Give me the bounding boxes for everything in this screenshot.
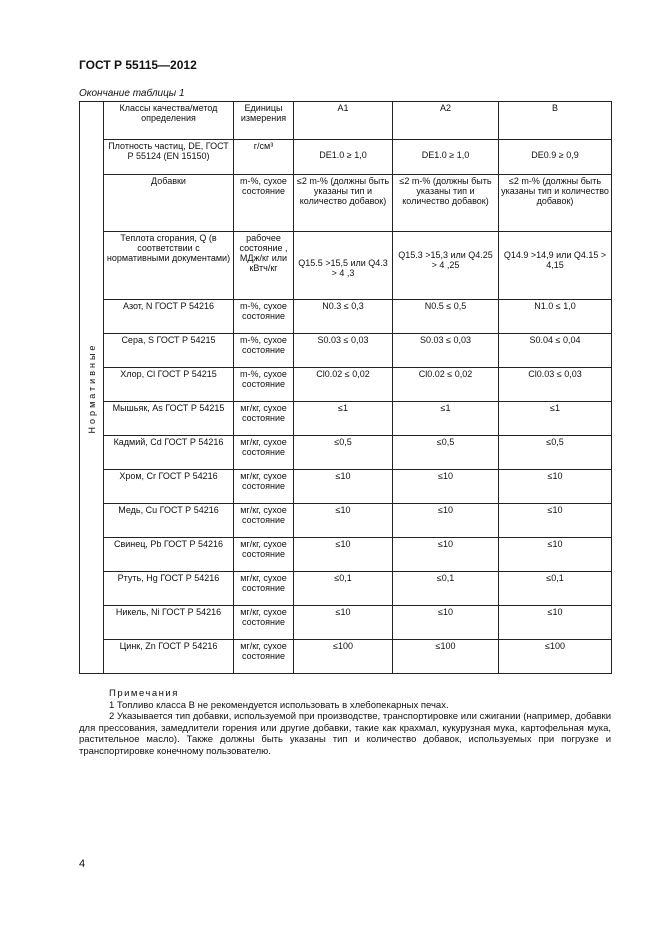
row-a2: ≤0,5 (393, 436, 499, 470)
row-unit: мг/кг, сухое состояние (234, 504, 294, 538)
row-a2: ≤0,1 (393, 572, 499, 606)
row-a1: ≤10 (294, 606, 393, 640)
row-a1: DE1.0 ≥ 1,0 (294, 140, 393, 175)
row-b: ≤10 (499, 606, 612, 640)
row-b: N1.0 ≤ 1,0 (499, 300, 612, 334)
row-unit: m-%, сухое состояние (234, 334, 294, 368)
row-b: ≤100 (499, 640, 612, 674)
note-item: 2 Указывается тип добавки, используемой при производстве, транспортировке или сжигании (например, добавки для прессования, замедлители горения или другие добавки, такие как крахмал, кукурузная мука, картофельная мука, растительное масло). Также должны быть указаны тип и количество добавок, используемых при погрузке и транспортировке конечному пользователю. (79, 711, 611, 757)
row-a1: ≤10 (294, 470, 393, 504)
side-label-cell (80, 102, 104, 674)
notes-heading: Примечания (109, 688, 179, 699)
table-row (80, 402, 612, 436)
row-class: Азот, N ГОСТ Р 54216 (104, 300, 234, 334)
row-class: Теплота сгорания, Q (в соответствии с нормативными документами) (104, 232, 234, 300)
row-a1: ≤2 m-% (должны быть указаны тип и количество добавок) (294, 175, 393, 232)
row-a2: DE1.0 ≥ 1,0 (393, 140, 499, 175)
table-row (80, 436, 612, 470)
table-row (80, 606, 612, 640)
row-unit: мг/кг, сухое состояние (234, 538, 294, 572)
row-b: S0.04 ≤ 0,04 (499, 334, 612, 368)
row-unit: г/см³ (234, 140, 294, 175)
row-class: Плотность частиц, DE, ГОСТ Р 55124 (EN 15150) (104, 140, 234, 175)
row-class: Никель, Ni ГОСТ Р 54216 (104, 606, 234, 640)
row-a2: N0.5 ≤ 0,5 (393, 300, 499, 334)
row-a2: ≤2 m-% (должны быть указаны тип и количество добавок) (393, 175, 499, 232)
row-a1: ≤10 (294, 538, 393, 572)
row-b: DE0.9 ≥ 0,9 (499, 140, 612, 175)
row-class: Цинк, Zn ГОСТ Р 54216 (104, 640, 234, 674)
table-row (80, 232, 612, 300)
notes (79, 688, 611, 757)
row-unit: мг/кг, сухое состояние (234, 402, 294, 436)
row-class: Хлор, Cl ГОСТ Р 54215 (104, 368, 234, 402)
quality-table (79, 101, 612, 674)
row-class: Свинец, Pb ГОСТ Р 54216 (104, 538, 234, 572)
row-b: ≤10 (499, 538, 612, 572)
table-row (80, 470, 612, 504)
row-class: Кадмий, Cd ГОСТ Р 54216 (104, 436, 234, 470)
table-row (80, 334, 612, 368)
row-unit: мг/кг, сухое состояние (234, 470, 294, 504)
col-header-a2: A2 (393, 102, 499, 140)
col-header-a1: A1 (294, 102, 393, 140)
row-a1: S0.03 ≤ 0,03 (294, 334, 393, 368)
row-b: Q14.9 >14,9 или Q4.15 > 4,15 (499, 232, 612, 300)
row-b: ≤1 (499, 402, 612, 436)
row-a1: ≤0,5 (294, 436, 393, 470)
row-a2: Q15.3 >15,3 или Q4.25 > 4 ,25 (393, 232, 499, 300)
row-unit: m-%, сухое состояние (234, 300, 294, 334)
row-unit: мг/кг, сухое состояние (234, 640, 294, 674)
row-a1: N0.3 ≤ 0,3 (294, 300, 393, 334)
row-class: Медь, Cu ГОСТ Р 54216 (104, 504, 234, 538)
row-unit: рабочее состояние , МДж/кг или кВтч/кг (234, 232, 294, 300)
row-b: ≤10 (499, 504, 612, 538)
row-a2: Cl0.02 ≤ 0,02 (393, 368, 499, 402)
row-a1: ≤100 (294, 640, 393, 674)
side-label: Нормативные (86, 342, 97, 433)
page-number: 4 (79, 858, 86, 870)
table-row (80, 640, 612, 674)
row-a1: ≤0,1 (294, 572, 393, 606)
table-row (80, 300, 612, 334)
row-a1: Q15.5 >15,5 или Q4.3 > 4 ,3 (294, 232, 393, 300)
row-unit: m-%, сухое состояние (234, 175, 294, 232)
row-unit: мг/кг, сухое состояние (234, 606, 294, 640)
row-unit: мг/кг, сухое состояние (234, 572, 294, 606)
row-a1: ≤10 (294, 504, 393, 538)
col-header-class: Классы качества/метод определения (104, 102, 234, 140)
row-a2: ≤10 (393, 470, 499, 504)
row-a2: ≤10 (393, 504, 499, 538)
table-caption: Окончание таблицы 1 (79, 88, 185, 99)
col-header-b: B (499, 102, 612, 140)
table-row (80, 368, 612, 402)
row-a2: ≤10 (393, 606, 499, 640)
row-unit: мг/кг, сухое состояние (234, 436, 294, 470)
row-b: ≤2 m-% (должны быть указаны тип и количество добавок) (499, 175, 612, 232)
table-row (80, 140, 612, 175)
row-b: ≤10 (499, 470, 612, 504)
table-row (80, 504, 612, 538)
header-row (80, 102, 612, 140)
row-a2: ≤10 (393, 538, 499, 572)
row-class: Мышьяк, As ГОСТ Р 54215 (104, 402, 234, 436)
row-a2: S0.03 ≤ 0,03 (393, 334, 499, 368)
table-row (80, 572, 612, 606)
row-b: ≤0,5 (499, 436, 612, 470)
table-row (80, 538, 612, 572)
standard-title: ГОСТ Р 55115—2012 (79, 58, 197, 72)
row-b: Cl0.03 ≤ 0,03 (499, 368, 612, 402)
row-b: ≤0,1 (499, 572, 612, 606)
row-class: Хром, Cr ГОСТ Р 54216 (104, 470, 234, 504)
row-a1: ≤1 (294, 402, 393, 436)
note-item: 1 Топливо класса B не рекомендуется использовать в хлебопекарных печах. (109, 699, 449, 711)
row-class: Ртуть, Hg ГОСТ Р 54216 (104, 572, 234, 606)
row-a2: ≤100 (393, 640, 499, 674)
row-unit: m-%, сухое состояние (234, 368, 294, 402)
row-class: Сера, S ГОСТ Р 54215 (104, 334, 234, 368)
row-class: Добавки (104, 175, 234, 232)
row-a2: ≤1 (393, 402, 499, 436)
table-row (80, 175, 612, 232)
row-a1: Cl0.02 ≤ 0,02 (294, 368, 393, 402)
col-header-unit: Единицы измерения (234, 102, 294, 140)
